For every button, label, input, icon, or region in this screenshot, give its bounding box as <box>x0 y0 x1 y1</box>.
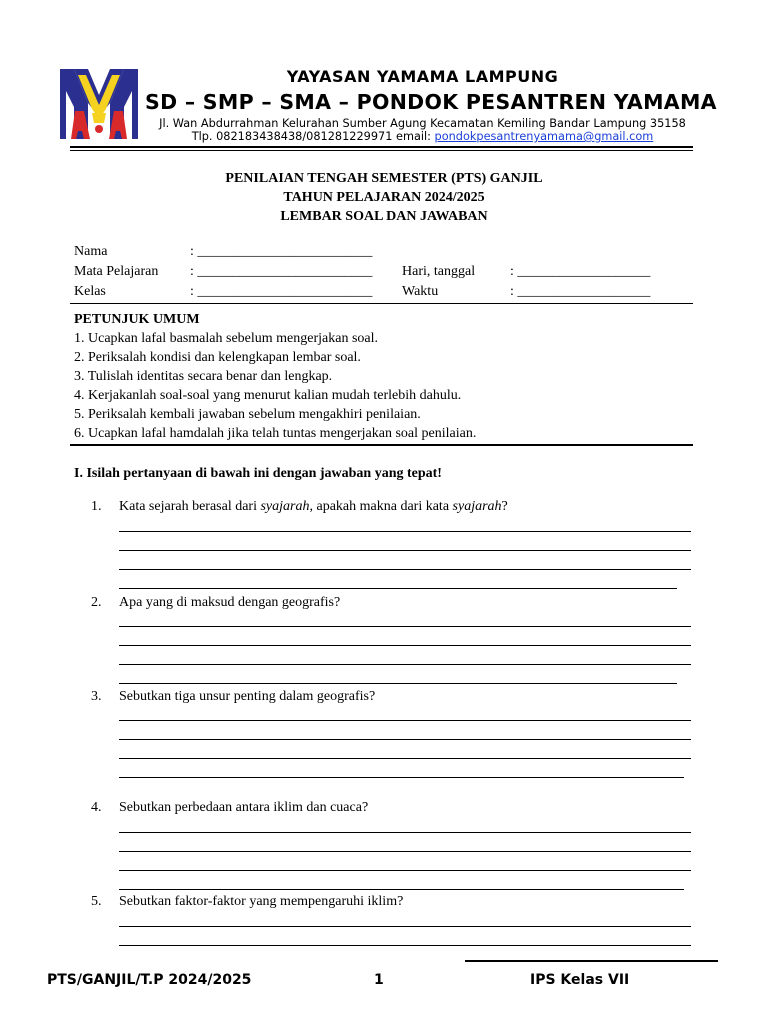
answer-line[interactable] <box>119 739 691 740</box>
answer-line[interactable] <box>119 851 691 852</box>
exam-title: PENILAIAN TENGAH SEMESTER (PTS) GANJIL <box>225 171 543 186</box>
academic-year: TAHUN PELAJARAN 2024/2025 <box>283 190 485 205</box>
answer-line[interactable] <box>119 945 691 946</box>
question-text: Sebutkan tiga unsur penting dalam geografis? <box>119 689 376 704</box>
phone-text: Tlp. 082183438438/081281229971 email: <box>191 130 435 143</box>
answer-line[interactable] <box>119 569 691 570</box>
footer-exam-code: PTS/GANJIL/T.P 2024/2025 <box>47 972 252 988</box>
question-text: Sebutkan perbedaan antara iklim dan cuaca? <box>119 800 369 815</box>
school-address: Jl. Wan Abdurrahman Kelurahan Sumber Agung Kecamatan Kemiling Bandar Lampung 35158 <box>159 117 686 130</box>
instruction-item: 2. Periksalah kondisi dan kelengkapan lembar soal. <box>74 350 361 365</box>
question-text: Kata sejarah berasal dari syajarah, apakah makna dari kata syajarah? <box>119 499 508 514</box>
footer-rule <box>465 960 718 962</box>
answer-line[interactable] <box>119 926 691 927</box>
answer-line[interactable] <box>119 550 691 551</box>
waktu-label: Waktu <box>402 284 439 299</box>
question-number: 1. <box>91 499 102 514</box>
question-number: 4. <box>91 800 102 815</box>
hari-label: Hari, tanggal <box>402 264 476 279</box>
instruction-item: 6. Ucapkan lafal hamdalah jika telah tuntas mengerjakan soal penilaian. <box>74 426 477 441</box>
instruction-item: 3. Tulislah identitas secara benar dan lengkap. <box>74 369 333 384</box>
instruction-item: 4. Kerjakanlah soal-soal yang menurut kalian mudah terlebih dahulu. <box>74 388 462 403</box>
answer-line[interactable] <box>119 588 677 589</box>
nama-field[interactable]: : _________________________ <box>190 244 373 259</box>
answer-line[interactable] <box>119 758 691 759</box>
answer-line[interactable] <box>119 870 691 871</box>
mapel-label: Mata Pelajaran <box>74 264 159 279</box>
instructions-rule <box>70 444 693 446</box>
identity-rule <box>70 303 693 304</box>
footer-subject: IPS Kelas VII <box>530 972 630 988</box>
question-text: Sebutkan faktor-faktor yang mempengaruhi iklim? <box>119 894 404 909</box>
instruction-item: 1. Ucapkan lafal basmalah sebelum mengerjakan soal. <box>74 331 378 346</box>
answer-line[interactable] <box>119 626 691 627</box>
section-heading: I. Isilah pertanyaan di bawah ini dengan jawaban yang tepat! <box>74 466 442 481</box>
answer-line[interactable] <box>119 832 691 833</box>
mapel-field[interactable]: : _________________________ <box>190 264 373 279</box>
email-link[interactable]: pondokpesantrenyamama@gmail.com <box>434 130 654 143</box>
hari-field[interactable]: : ___________________ <box>510 264 651 279</box>
answer-line[interactable] <box>119 777 684 778</box>
foundation-name: YAYASAN YAMAMA LAMPUNG <box>286 67 559 86</box>
question-number: 2. <box>91 595 102 610</box>
school-contact <box>145 130 700 143</box>
answer-line[interactable] <box>119 720 691 721</box>
answer-line[interactable] <box>119 683 677 684</box>
waktu-field[interactable]: : ___________________ <box>510 284 651 299</box>
nama-label: Nama <box>74 244 108 259</box>
question-text: Apa yang di maksud dengan geografis? <box>119 595 341 610</box>
question-number: 3. <box>91 689 102 704</box>
header-rule-top <box>70 146 693 148</box>
instruction-item: 5. Periksalah kembali jawaban sebelum mengakhiri penilaian. <box>74 407 421 422</box>
answer-line[interactable] <box>119 889 684 890</box>
answer-line[interactable] <box>119 664 691 665</box>
school-name: SD – SMP – SMA – PONDOK PESANTREN YAMAMA <box>145 90 717 114</box>
answer-line[interactable] <box>119 531 691 532</box>
kelas-label: Kelas <box>74 284 106 299</box>
footer-page-number: 1 <box>374 972 384 988</box>
yamama-logo <box>60 67 138 139</box>
instructions-title: PETUNJUK UMUM <box>74 312 200 327</box>
header-rule-bottom <box>70 150 693 151</box>
answer-line[interactable] <box>119 645 691 646</box>
question-number: 5. <box>91 894 102 909</box>
kelas-field[interactable]: : _________________________ <box>190 284 373 299</box>
sheet-title: LEMBAR SOAL DAN JAWABAN <box>280 209 488 224</box>
